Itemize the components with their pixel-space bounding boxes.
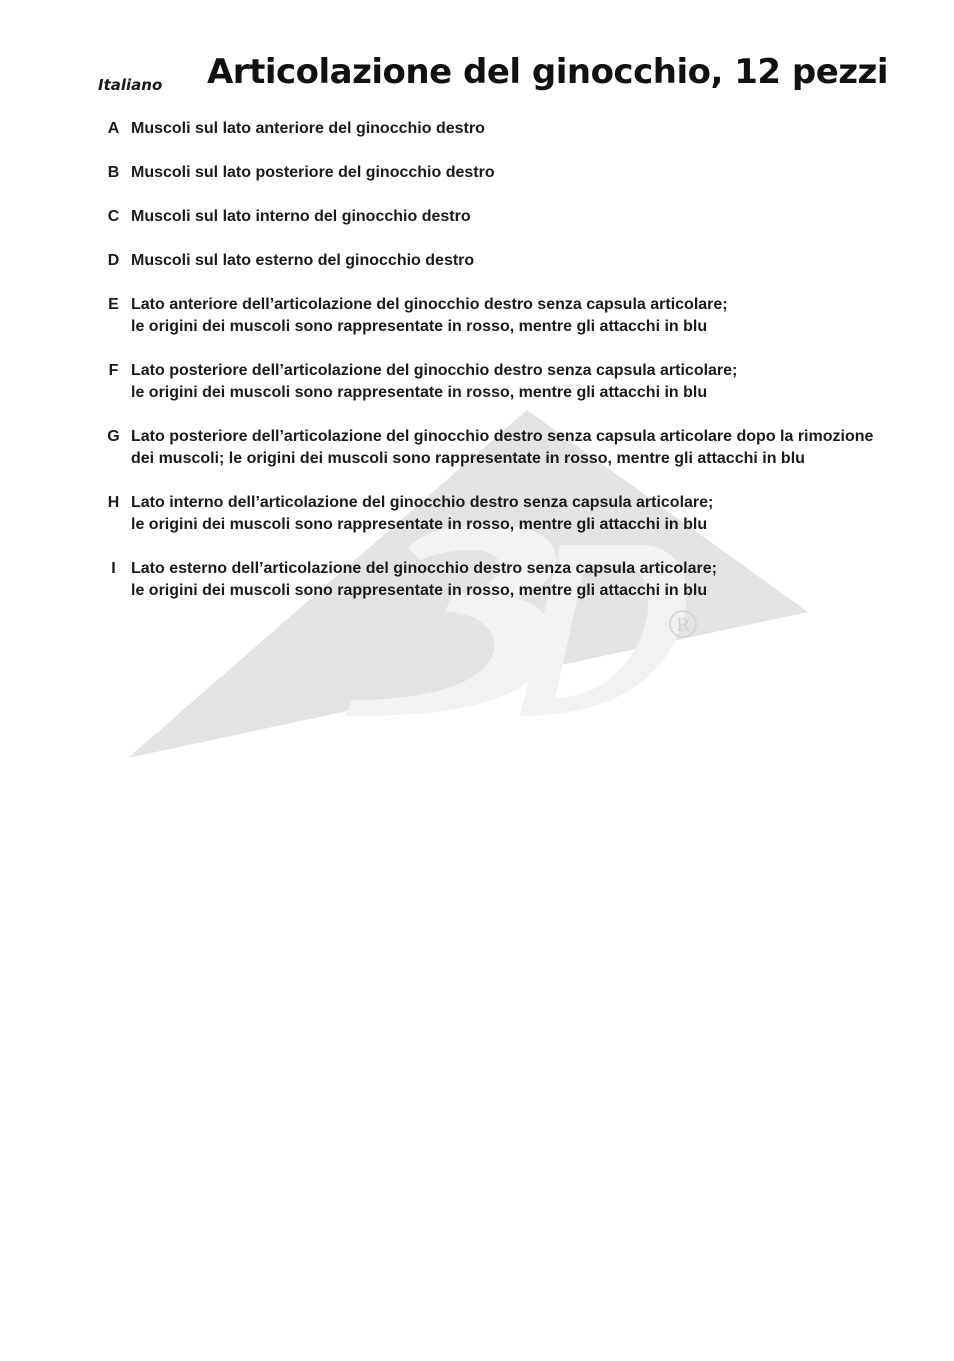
parts-list <box>98 118 898 624</box>
item-letter: F <box>108 362 119 379</box>
item-description-line: Lato anteriore dell’articolazione del ginocchio destro senza capsula articolare; <box>131 296 728 313</box>
item-description-line: le origini dei muscoli sono rappresentate in rosso, mentre gli attacchi in blu <box>131 384 708 401</box>
item-description-line: Lato esterno dell’articolazione del ginocchio destro senza capsula articolare; <box>131 560 717 577</box>
item-description <box>131 118 898 140</box>
item-description-line: Muscoli sul lato posteriore del ginocchio destro <box>131 164 495 181</box>
item-description-line: le origini dei muscoli sono rappresentate in rosso, mentre gli attacchi in blu <box>131 582 708 599</box>
list-item <box>98 492 898 536</box>
header <box>98 52 888 102</box>
item-description <box>131 294 898 338</box>
item-description <box>131 492 898 536</box>
item-letter: D <box>107 252 120 269</box>
item-description-line: Muscoli sul lato interno del ginocchio destro <box>131 208 471 225</box>
item-description <box>131 426 898 470</box>
item-description-line: Lato interno dell’articolazione del ginocchio destro senza capsula articolare; <box>131 494 714 511</box>
list-item <box>98 558 898 602</box>
list-item <box>98 206 898 228</box>
item-description-line: dei muscoli; le origini dei muscoli sono rappresentate in rosso, mentre gli attacchi in blu <box>131 450 805 467</box>
item-description <box>131 250 898 272</box>
svg-text:R: R <box>676 615 690 636</box>
item-description-line: le origini dei muscoli sono rappresentate in rosso, mentre gli attacchi in blu <box>131 318 708 335</box>
item-letter: A <box>107 120 120 137</box>
list-item <box>98 162 898 184</box>
list-item <box>98 250 898 272</box>
item-description-line: le origini dei muscoli sono rappresentate in rosso, mentre gli attacchi in blu <box>131 516 708 533</box>
item-description-line: Lato posteriore dell’articolazione del ginocchio destro senza capsula articolare; <box>131 362 738 379</box>
item-description <box>131 206 898 228</box>
list-item <box>98 294 898 338</box>
item-letter: C <box>107 208 120 225</box>
item-letter: B <box>107 164 120 181</box>
list-item <box>98 360 898 404</box>
item-description <box>131 162 898 184</box>
item-description-line: Muscoli sul lato anteriore del ginocchio destro <box>131 120 485 137</box>
item-letter: E <box>108 296 119 313</box>
item-description <box>131 558 898 602</box>
item-letter: H <box>107 494 120 511</box>
list-item <box>98 118 898 140</box>
item-description <box>131 360 898 404</box>
item-description-line: Muscoli sul lato esterno del ginocchio destro <box>131 252 475 269</box>
item-letter: I <box>111 560 116 577</box>
item-letter: G <box>107 428 120 445</box>
language-label: Italiano <box>98 76 163 94</box>
item-description-line: Lato posteriore dell’articolazione del ginocchio destro senza capsula articolare dopo la rimozione <box>131 428 874 445</box>
list-item <box>98 426 898 470</box>
page-title: Articolazione del ginocchio, 12 pezzi <box>206 52 888 92</box>
